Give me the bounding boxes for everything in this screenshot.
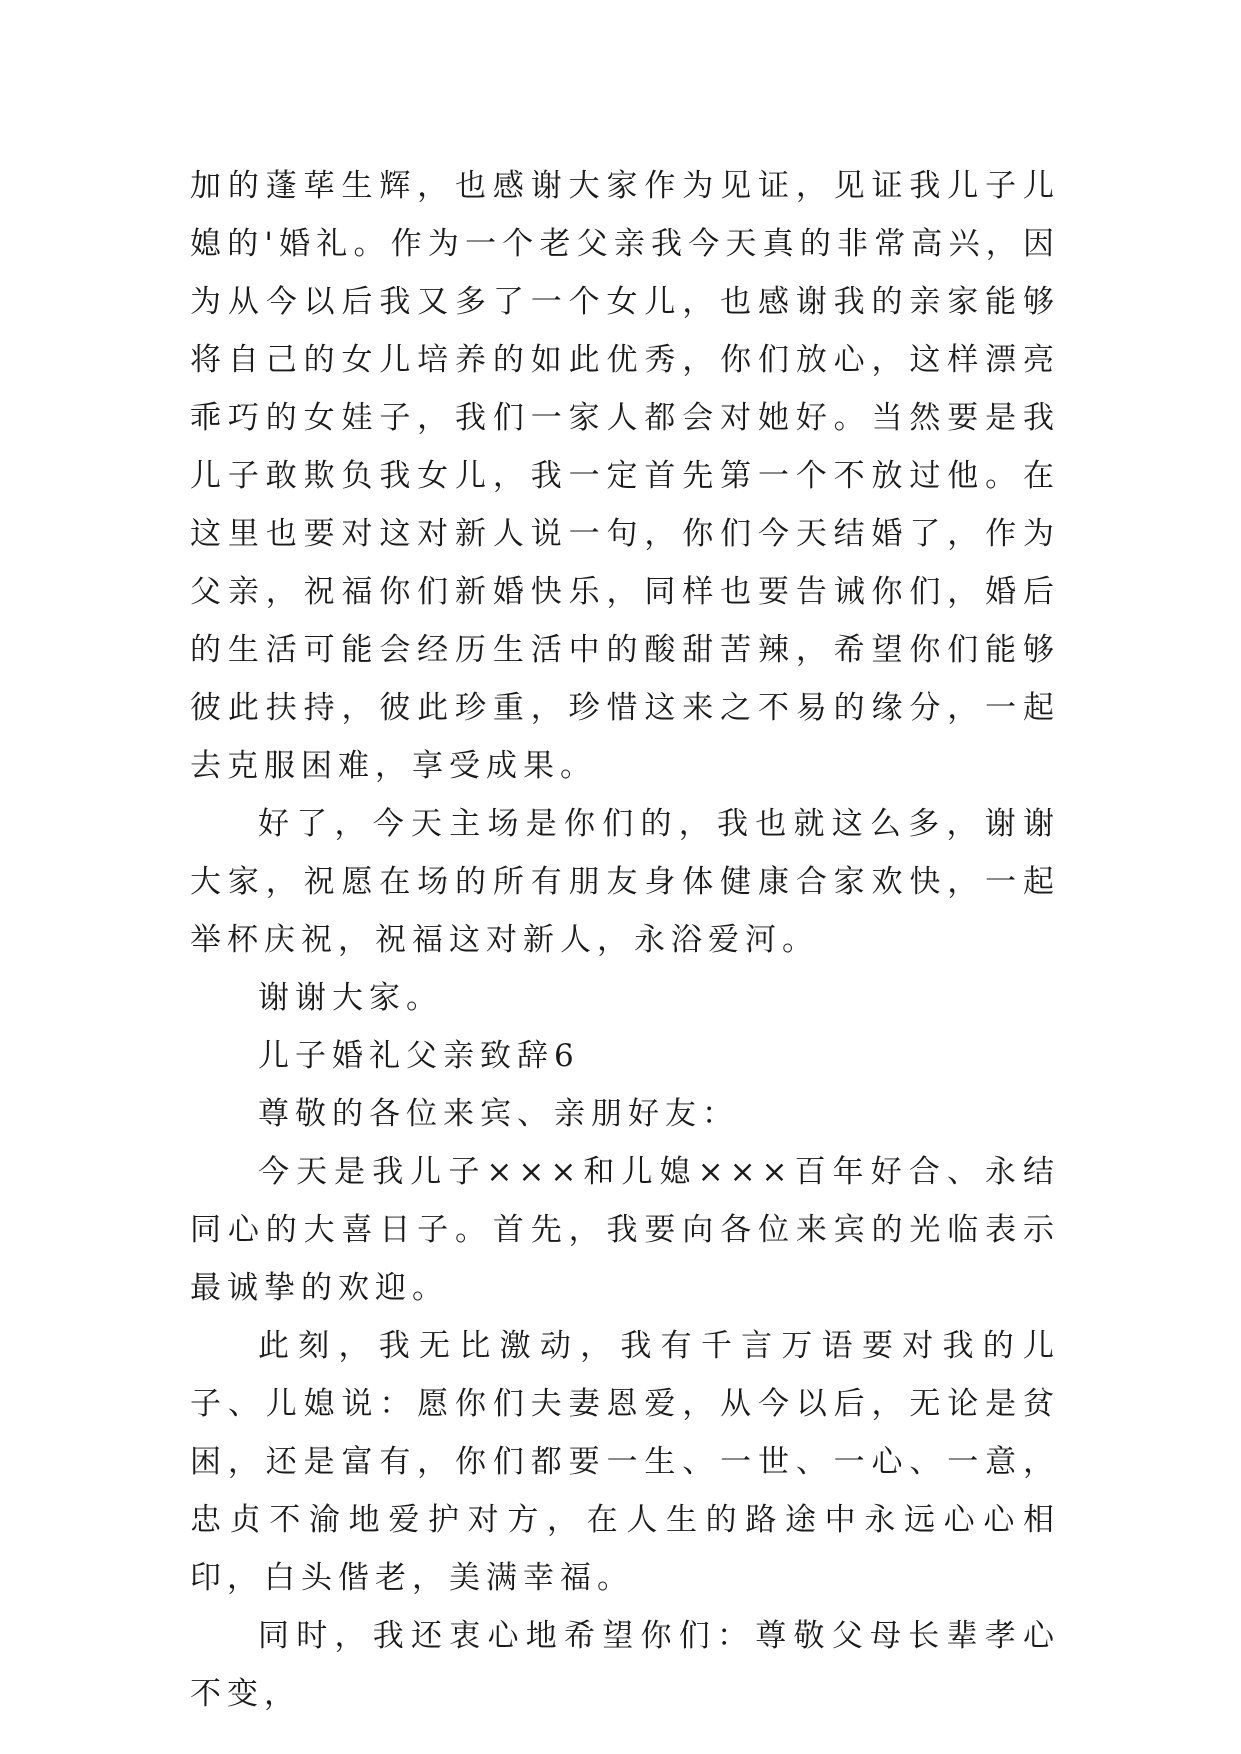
section-heading: 儿子婚礼父亲致辞6 [258, 1038, 580, 1074]
document-body [190, 157, 1060, 1723]
paragraph-wishes: 此刻，我无比激动，我有千言万语要对我的儿子、儿媳说：愿你们夫妻恩爱，从今以后，无论是贫困，还是富有，你们都要一生、一世、一心、一意，忠贞不渝地爱护对方，在人生的路途中永远心心相印，白头偕老，美满幸福。 [190, 1328, 1060, 1596]
paragraph-closing-toast: 好了，今天主场是你们的，我也就这么多，谢谢大家，祝愿在场的所有朋友身体健康合家欢快，一起举杯庆祝，祝福这对新人，永浴爱河。 [190, 806, 1060, 958]
paragraph-thanks: 谢谢大家。 [258, 980, 443, 1016]
paragraph-hopes: 同时，我还衷心地希望你们：尊敬父母长辈孝心不变， [190, 1618, 1060, 1712]
paragraph-welcome: 今天是我儿子×××和儿媳×××百年好合、永结同心的大喜日子。首先，我要向各位来宾的光临表示最诚挚的欢迎。 [190, 1154, 1060, 1306]
paragraph-continuation: 加的蓬荜生辉，也感谢大家作为见证，见证我儿子儿媳的'婚礼。作为一个老父亲我今天真的非常高兴，因为从今以后我又多了一个女儿，也感谢我的亲家能够将自己的女儿培养的如此优秀，你们放心，这样漂亮乖巧的女娃子，我们一家人都会对她好。当然要是我儿子敢欺负我女儿，我一定首先第一个不放过他。在这里也要对这对新人说一句，你们今天结婚了，作为父亲，祝福你们新婚快乐，同样也要告诫你们，婚后的生活可能会经历生活中的酸甜苦辣，希望你们能够彼此扶持，彼此珍重，珍惜这来之不易的缘分，一起去克服困难，享受成果。 [190, 168, 1060, 784]
paragraph-salutation: 尊敬的各位来宾、亲朋好友： [258, 1096, 739, 1132]
